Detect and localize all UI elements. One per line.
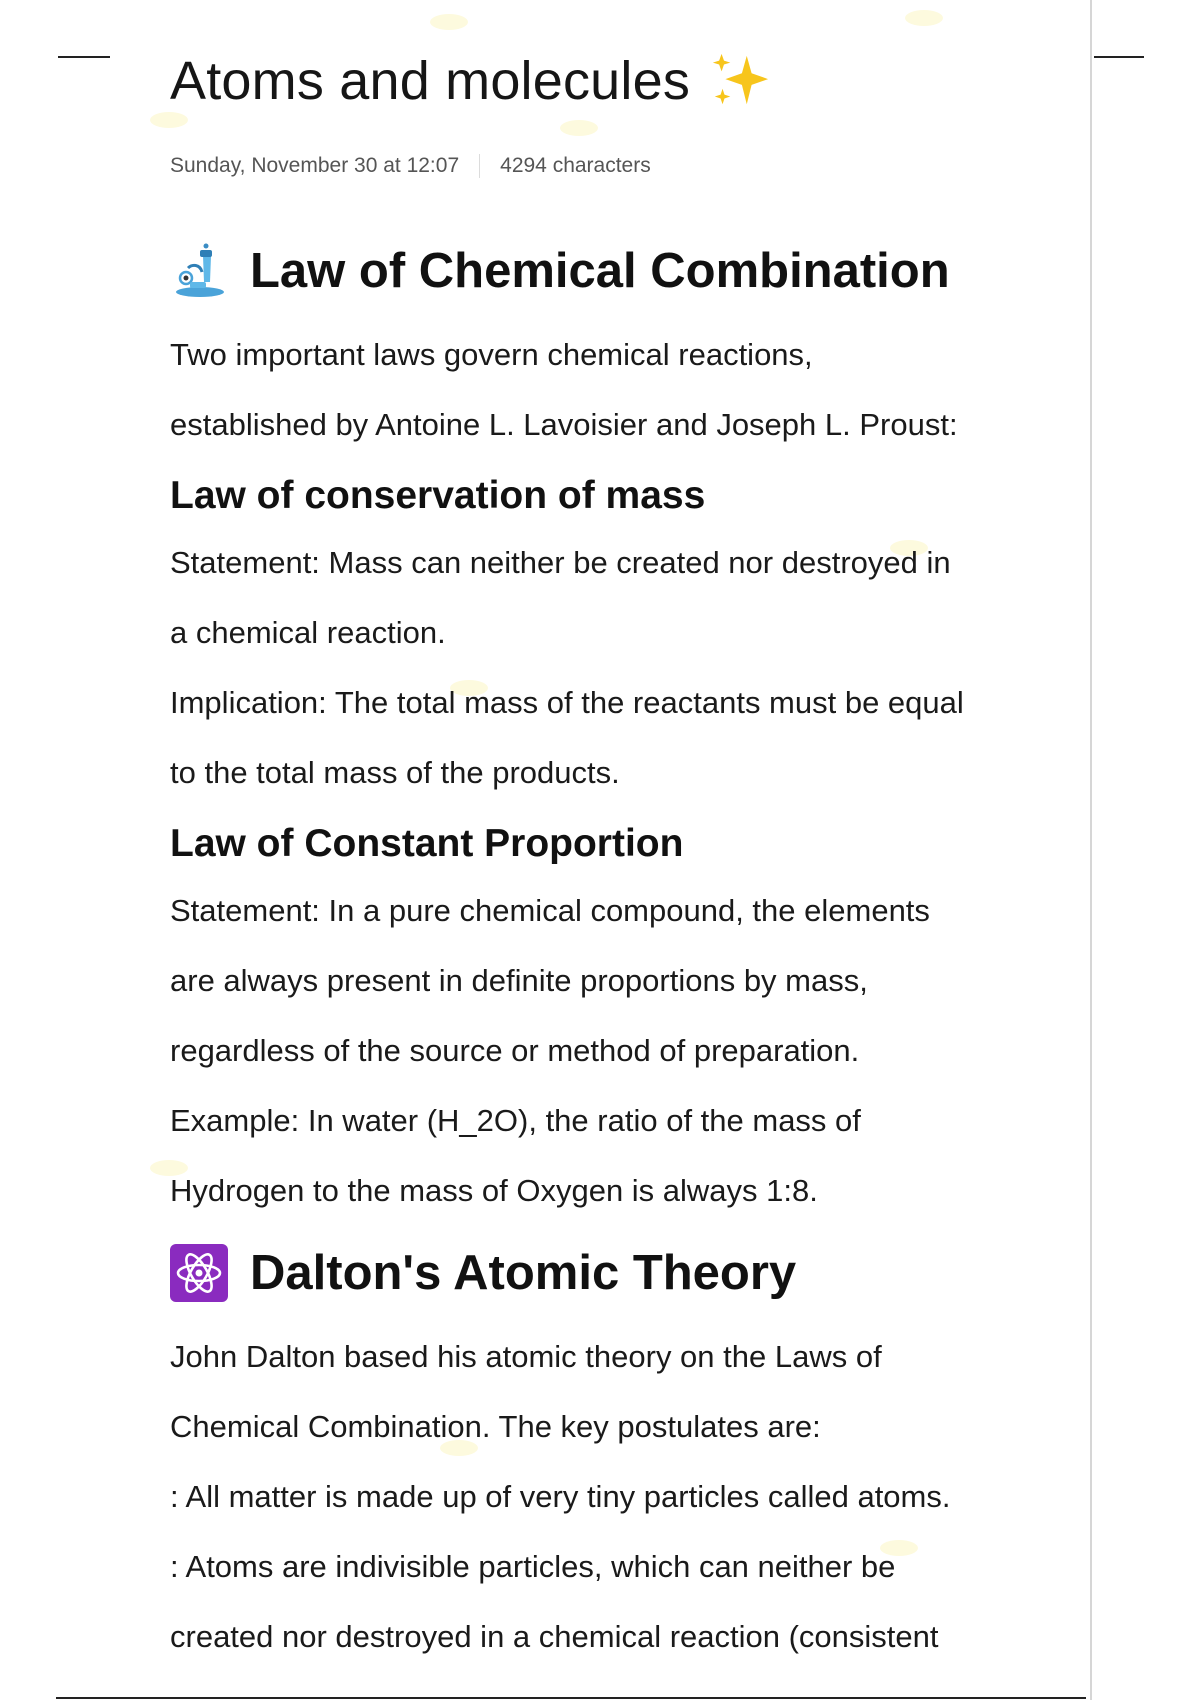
body-line: Statement: In a pure chemical compound, the elements bbox=[170, 893, 930, 928]
body-line: to the total mass of the products. bbox=[170, 755, 620, 790]
sparkles-icon bbox=[708, 50, 770, 112]
top-left-rule bbox=[58, 56, 110, 58]
page-bottom-rule bbox=[56, 1697, 1086, 1699]
postulate-line: created nor destroyed in a chemical reaction (consistent bbox=[170, 1619, 939, 1654]
microscope-icon bbox=[170, 242, 228, 300]
body-line: regardless of the source or method of preparation. bbox=[170, 1033, 860, 1068]
note-date: Sunday, November 30 at 12:07 bbox=[170, 154, 460, 177]
section-heading: Law of Chemical Combination bbox=[250, 244, 950, 298]
body-line: Hydrogen to the mass of Oxygen is always 1:8. bbox=[170, 1173, 818, 1208]
section-heading-row bbox=[170, 242, 1070, 300]
body-line: Example: In water (H_2O), the ratio of the mass of bbox=[170, 1103, 861, 1138]
note-title[interactable]: Atoms and molecules bbox=[170, 51, 691, 111]
title-row bbox=[170, 44, 1070, 118]
postulate-line: : All matter is made up of very tiny particles called atoms. bbox=[170, 1479, 951, 1514]
top-right-rule bbox=[1094, 56, 1144, 58]
note-character-count: 4294 characters bbox=[500, 154, 651, 177]
note-content bbox=[170, 44, 1070, 1672]
body-line: Statement: Mass can neither be created nor destroyed in bbox=[170, 545, 951, 580]
postulate-line: : Atoms are indivisible particles, which can neither be bbox=[170, 1549, 896, 1584]
atom-icon bbox=[170, 1244, 228, 1302]
section-heading-row bbox=[170, 1244, 1070, 1302]
subsection-heading: Law of Constant Proportion bbox=[170, 822, 684, 865]
section-intro-line: Two important laws govern chemical reactions, bbox=[170, 337, 813, 372]
background-fleck bbox=[430, 14, 468, 30]
page-right-edge bbox=[1090, 0, 1092, 1700]
section-intro-line: John Dalton based his atomic theory on the Laws of bbox=[170, 1339, 882, 1374]
body-line: Implication: The total mass of the reactants must be equal bbox=[170, 685, 964, 720]
body-line: are always present in definite proportions by mass, bbox=[170, 963, 868, 998]
background-fleck bbox=[905, 10, 943, 26]
subsection-heading: Law of conservation of mass bbox=[170, 474, 706, 517]
section-intro-line: established by Antoine L. Lavoisier and Joseph L. Proust: bbox=[170, 407, 958, 442]
section-intro-line: Chemical Combination. The key postulates are: bbox=[170, 1409, 821, 1444]
body-line: a chemical reaction. bbox=[170, 615, 446, 650]
meta-divider bbox=[479, 154, 480, 178]
note-meta bbox=[170, 154, 1070, 178]
section-heading: Dalton's Atomic Theory bbox=[250, 1246, 797, 1300]
